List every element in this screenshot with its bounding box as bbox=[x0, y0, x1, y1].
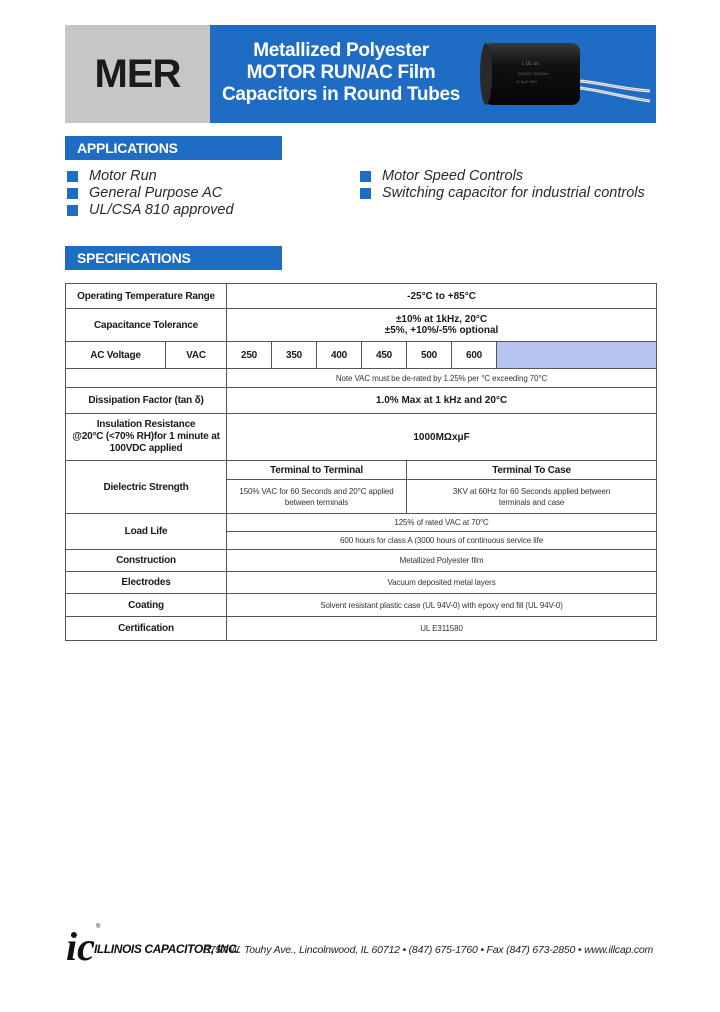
svg-text:IC 5μF ±5%: IC 5μF ±5% bbox=[516, 79, 538, 84]
list-item bbox=[360, 185, 645, 202]
terminal-to-terminal-value bbox=[227, 480, 407, 514]
header-banner bbox=[65, 25, 656, 123]
application-label: UL/CSA 810 approved bbox=[89, 202, 234, 218]
title-line-3: Capacitors in Round Tubes bbox=[221, 84, 461, 105]
bullet-square-icon bbox=[360, 171, 371, 182]
list-item bbox=[67, 168, 234, 185]
terminal-to-terminal-header: Terminal to Terminal bbox=[227, 461, 407, 480]
table-row bbox=[66, 594, 657, 617]
capacitance-tolerance-label: Capacitance Tolerance bbox=[66, 309, 227, 342]
insulation-label-line-1: Insulation Resistance bbox=[96, 419, 196, 430]
svg-text:250VAC 50/60Hz: 250VAC 50/60Hz bbox=[518, 71, 549, 76]
construction-value: Metallized Polyester film bbox=[227, 550, 657, 572]
ac-voltage-value: 350 bbox=[272, 342, 317, 369]
bullet-square-icon bbox=[67, 188, 78, 199]
construction-label: Construction bbox=[66, 550, 227, 572]
application-label: General Purpose AC bbox=[89, 185, 223, 201]
list-item bbox=[67, 185, 234, 202]
specifications-heading: SPECIFICATIONS bbox=[65, 246, 282, 270]
operating-temperature-value: -25°C to +85°C bbox=[227, 284, 657, 309]
list-item bbox=[360, 168, 645, 185]
tt-line-1: 150% VAC for 60 Seconds and 20°C applied bbox=[239, 486, 394, 496]
ac-voltage-label: AC Voltage bbox=[66, 342, 166, 369]
highlight-cell bbox=[497, 342, 657, 369]
table-row bbox=[66, 342, 657, 369]
table-row bbox=[66, 388, 657, 414]
ac-voltage-value: 600 bbox=[452, 342, 497, 369]
dielectric-strength-label: Dielectric Strength bbox=[66, 461, 227, 514]
operating-temperature-label: Operating Temperature Range bbox=[66, 284, 227, 309]
insulation-resistance-value: 1000MΩxμF bbox=[227, 414, 657, 461]
table-row bbox=[66, 514, 657, 532]
certification-value: UL E311580 bbox=[227, 617, 657, 641]
application-label: Motor Run bbox=[89, 168, 157, 184]
specifications-table bbox=[65, 283, 657, 641]
applications-list-left bbox=[67, 168, 234, 219]
table-row bbox=[66, 414, 657, 461]
terminal-to-case-header: Terminal To Case bbox=[407, 461, 657, 480]
electrodes-value: Vacuum deposited metal layers bbox=[227, 572, 657, 594]
svg-text:c UL us: c UL us bbox=[522, 61, 539, 67]
list-item bbox=[67, 202, 234, 219]
table-row bbox=[66, 572, 657, 594]
tolerance-line-2: ±5%, +10%/-5% optional bbox=[384, 325, 499, 336]
applications-heading: APPLICATIONS bbox=[65, 136, 282, 160]
bullet-square-icon bbox=[360, 188, 371, 199]
load-life-value-2: 600 hours for class A (3000 hours of continuous service life bbox=[227, 532, 657, 550]
title-box bbox=[210, 25, 656, 123]
dissipation-factor-value: 1.0% Max at 1 kHz and 20°C bbox=[227, 388, 657, 414]
company-address: 3757 W. Touhy Ave., Lincolnwood, IL 60712 • (847) 675-1760 • Fax (847) 673-2850 • www.illcap.com bbox=[204, 944, 654, 956]
empty-cell bbox=[66, 369, 227, 388]
coating-label: Coating bbox=[66, 594, 227, 617]
product-title bbox=[210, 40, 472, 106]
terminal-to-case-value bbox=[407, 480, 657, 514]
tc-line-1: 3KV at 60Hz for 60 Seconds applied between bbox=[452, 486, 611, 496]
bullet-square-icon bbox=[67, 171, 78, 182]
capacitor-photo bbox=[472, 31, 652, 119]
table-row bbox=[66, 309, 657, 342]
table-row bbox=[66, 369, 657, 388]
certification-label: Certification bbox=[66, 617, 227, 641]
ac-voltage-unit: VAC bbox=[166, 342, 227, 369]
load-life-label: Load Life bbox=[66, 514, 227, 550]
ac-voltage-value: 400 bbox=[317, 342, 362, 369]
company-name: ILLINOIS CAPACITOR, INC. bbox=[94, 942, 240, 956]
tt-line-2: between terminals bbox=[284, 497, 349, 507]
insulation-resistance-label bbox=[66, 414, 227, 461]
ac-voltage-value: 250 bbox=[227, 342, 272, 369]
table-row bbox=[66, 461, 657, 480]
title-line-2: MOTOR RUN/AC Film bbox=[246, 62, 436, 83]
series-code: MER bbox=[94, 51, 181, 96]
application-label: Switching capacitor for industrial controls bbox=[382, 185, 645, 201]
logo-letters: ic bbox=[66, 924, 95, 966]
tolerance-line-1: ±10% at 1kHz, 20°C bbox=[395, 314, 488, 325]
ac-voltage-note: Note VAC must be de-rated by 1.25% per °C exceeding 70°C bbox=[227, 369, 657, 388]
table-row bbox=[66, 550, 657, 572]
series-code-box bbox=[65, 25, 210, 123]
applications-list-right bbox=[360, 168, 645, 202]
insulation-label-line-3: 100VDC applied bbox=[109, 443, 183, 454]
dissipation-factor-label: Dissipation Factor (tan δ) bbox=[66, 388, 227, 414]
application-label: Motor Speed Controls bbox=[382, 168, 524, 184]
ac-voltage-value: 450 bbox=[362, 342, 407, 369]
bullet-square-icon bbox=[67, 205, 78, 216]
ac-voltage-value: 500 bbox=[407, 342, 452, 369]
tc-line-2: terminals and case bbox=[498, 497, 565, 507]
electrodes-label: Electrodes bbox=[66, 572, 227, 594]
svg-text:®: ® bbox=[96, 924, 101, 930]
table-row bbox=[66, 617, 657, 641]
load-life-value-1: 125% of rated VAC at 70°C bbox=[227, 514, 657, 532]
capacitance-tolerance-value bbox=[227, 309, 657, 342]
coating-value: Solvent resistant plastic case (UL 94V-0) with epoxy end fill (UL 94V-0) bbox=[227, 594, 657, 617]
footer bbox=[66, 920, 666, 968]
insulation-label-line-2: @20°C (<70% RH)for 1 minute at bbox=[72, 431, 220, 442]
title-line-1: Metallized Polyester bbox=[253, 40, 429, 61]
table-row bbox=[66, 284, 657, 309]
